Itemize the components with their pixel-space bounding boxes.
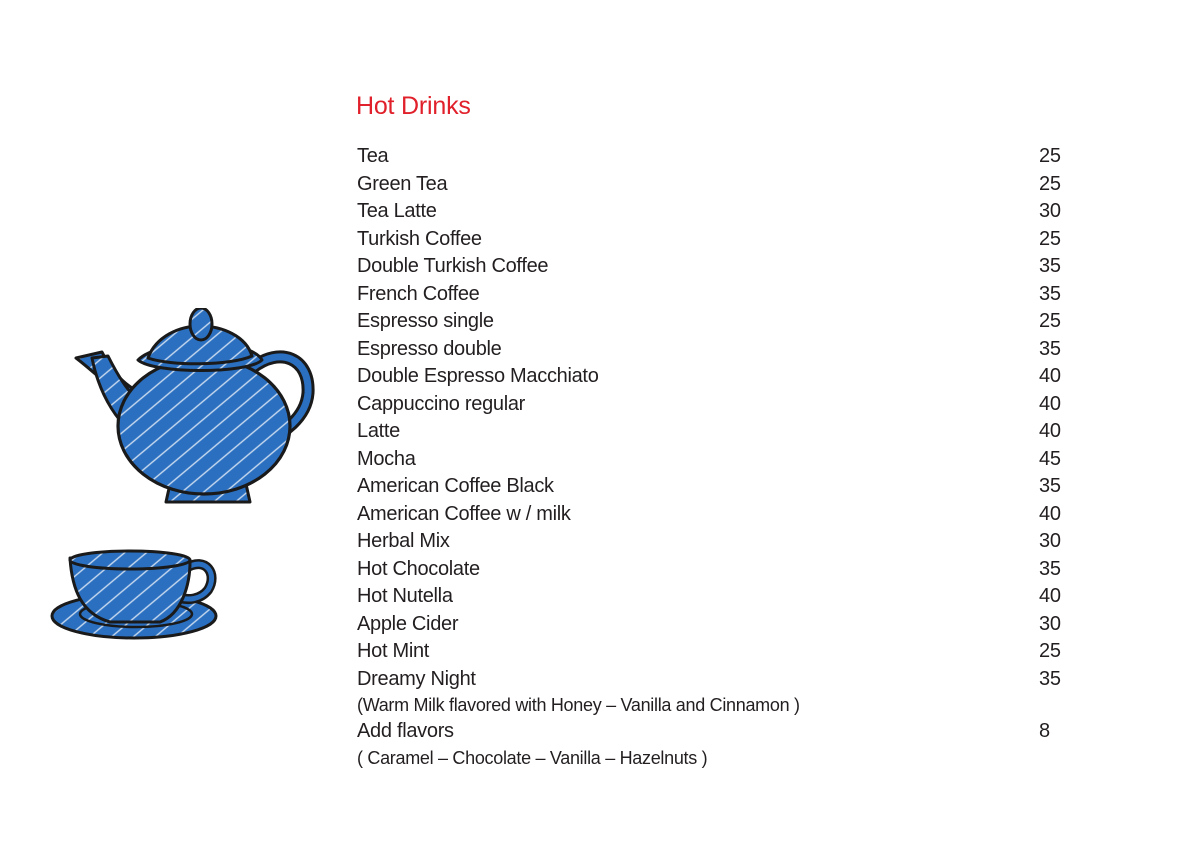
flavors-description: ( Caramel – Chocolate – Vanilla – Hazelnuts ) — [357, 747, 708, 768]
item-price: 35 — [1039, 557, 1061, 580]
menu-item — [357, 143, 1063, 171]
item-price: 25 — [1039, 172, 1061, 195]
menu-list — [357, 143, 1063, 771]
menu-item — [357, 171, 1063, 199]
menu-item — [357, 363, 1063, 391]
item-name: Hot Nutella — [357, 585, 453, 608]
item-price: 35 — [1039, 337, 1061, 360]
menu-item — [357, 473, 1063, 501]
menu-item — [357, 281, 1063, 309]
menu-item — [357, 583, 1063, 611]
item-name: Double Turkish Coffee — [357, 255, 549, 278]
item-price: 40 — [1039, 420, 1061, 443]
item-price: 40 — [1039, 502, 1061, 525]
teapot-icon — [70, 308, 320, 513]
item-price: 30 — [1039, 612, 1061, 635]
item-name: American Coffee Black — [357, 475, 554, 498]
item-price: 35 — [1039, 255, 1061, 278]
item-name: Add flavors — [357, 720, 454, 743]
item-price: 40 — [1039, 392, 1061, 415]
item-price: 40 — [1039, 365, 1061, 388]
item-price: 35 — [1039, 282, 1061, 305]
item-price: 8 — [1039, 720, 1050, 743]
item-name: French Coffee — [357, 282, 480, 305]
item-price: 30 — [1039, 200, 1061, 223]
item-name: American Coffee w / milk — [357, 502, 571, 525]
item-name: Espresso double — [357, 337, 502, 360]
menu-item — [357, 638, 1063, 666]
item-price: 30 — [1039, 530, 1061, 553]
menu-item — [357, 198, 1063, 226]
menu-item — [357, 336, 1063, 364]
item-name: Latte — [357, 420, 400, 443]
item-name: Cappuccino regular — [357, 392, 526, 415]
item-name: Apple Cider — [357, 612, 459, 635]
item-name: Green Tea — [357, 172, 448, 195]
menu-item — [357, 611, 1063, 639]
menu-item — [357, 666, 1063, 694]
item-name: Espresso single — [357, 310, 494, 333]
teacup-icon — [48, 540, 223, 650]
item-price: 35 — [1039, 667, 1061, 690]
item-name: Dreamy Night — [357, 667, 476, 690]
item-name: Herbal Mix — [357, 530, 450, 553]
dreamy-night-description: (Warm Milk flavored with Honey – Vanilla and Cinnamon ) — [357, 695, 800, 715]
item-price: 25 — [1039, 227, 1061, 250]
menu-item — [357, 391, 1063, 419]
menu-item-add-flavors — [357, 718, 1063, 746]
menu-item — [357, 253, 1063, 281]
item-name: Turkish Coffee — [357, 227, 482, 250]
item-price: 45 — [1039, 447, 1061, 470]
menu-item — [357, 556, 1063, 584]
menu-item — [357, 501, 1063, 529]
item-name: Hot Mint — [357, 640, 430, 663]
item-name: Tea — [357, 145, 389, 168]
menu-item — [357, 528, 1063, 556]
menu-item — [357, 446, 1063, 474]
item-name: Mocha — [357, 447, 416, 470]
item-name: Hot Chocolate — [357, 557, 480, 580]
menu-item — [357, 226, 1063, 254]
item-price: 25 — [1039, 145, 1061, 168]
menu-item — [357, 308, 1063, 336]
item-name: Double Espresso Macchiato — [357, 365, 599, 388]
item-price: 35 — [1039, 475, 1061, 498]
item-price: 25 — [1039, 640, 1061, 663]
item-price: 40 — [1039, 585, 1061, 608]
menu-title: Hot Drinks — [356, 92, 471, 120]
item-name: Tea Latte — [357, 200, 437, 223]
item-price: 25 — [1039, 310, 1061, 333]
menu-item — [357, 418, 1063, 446]
